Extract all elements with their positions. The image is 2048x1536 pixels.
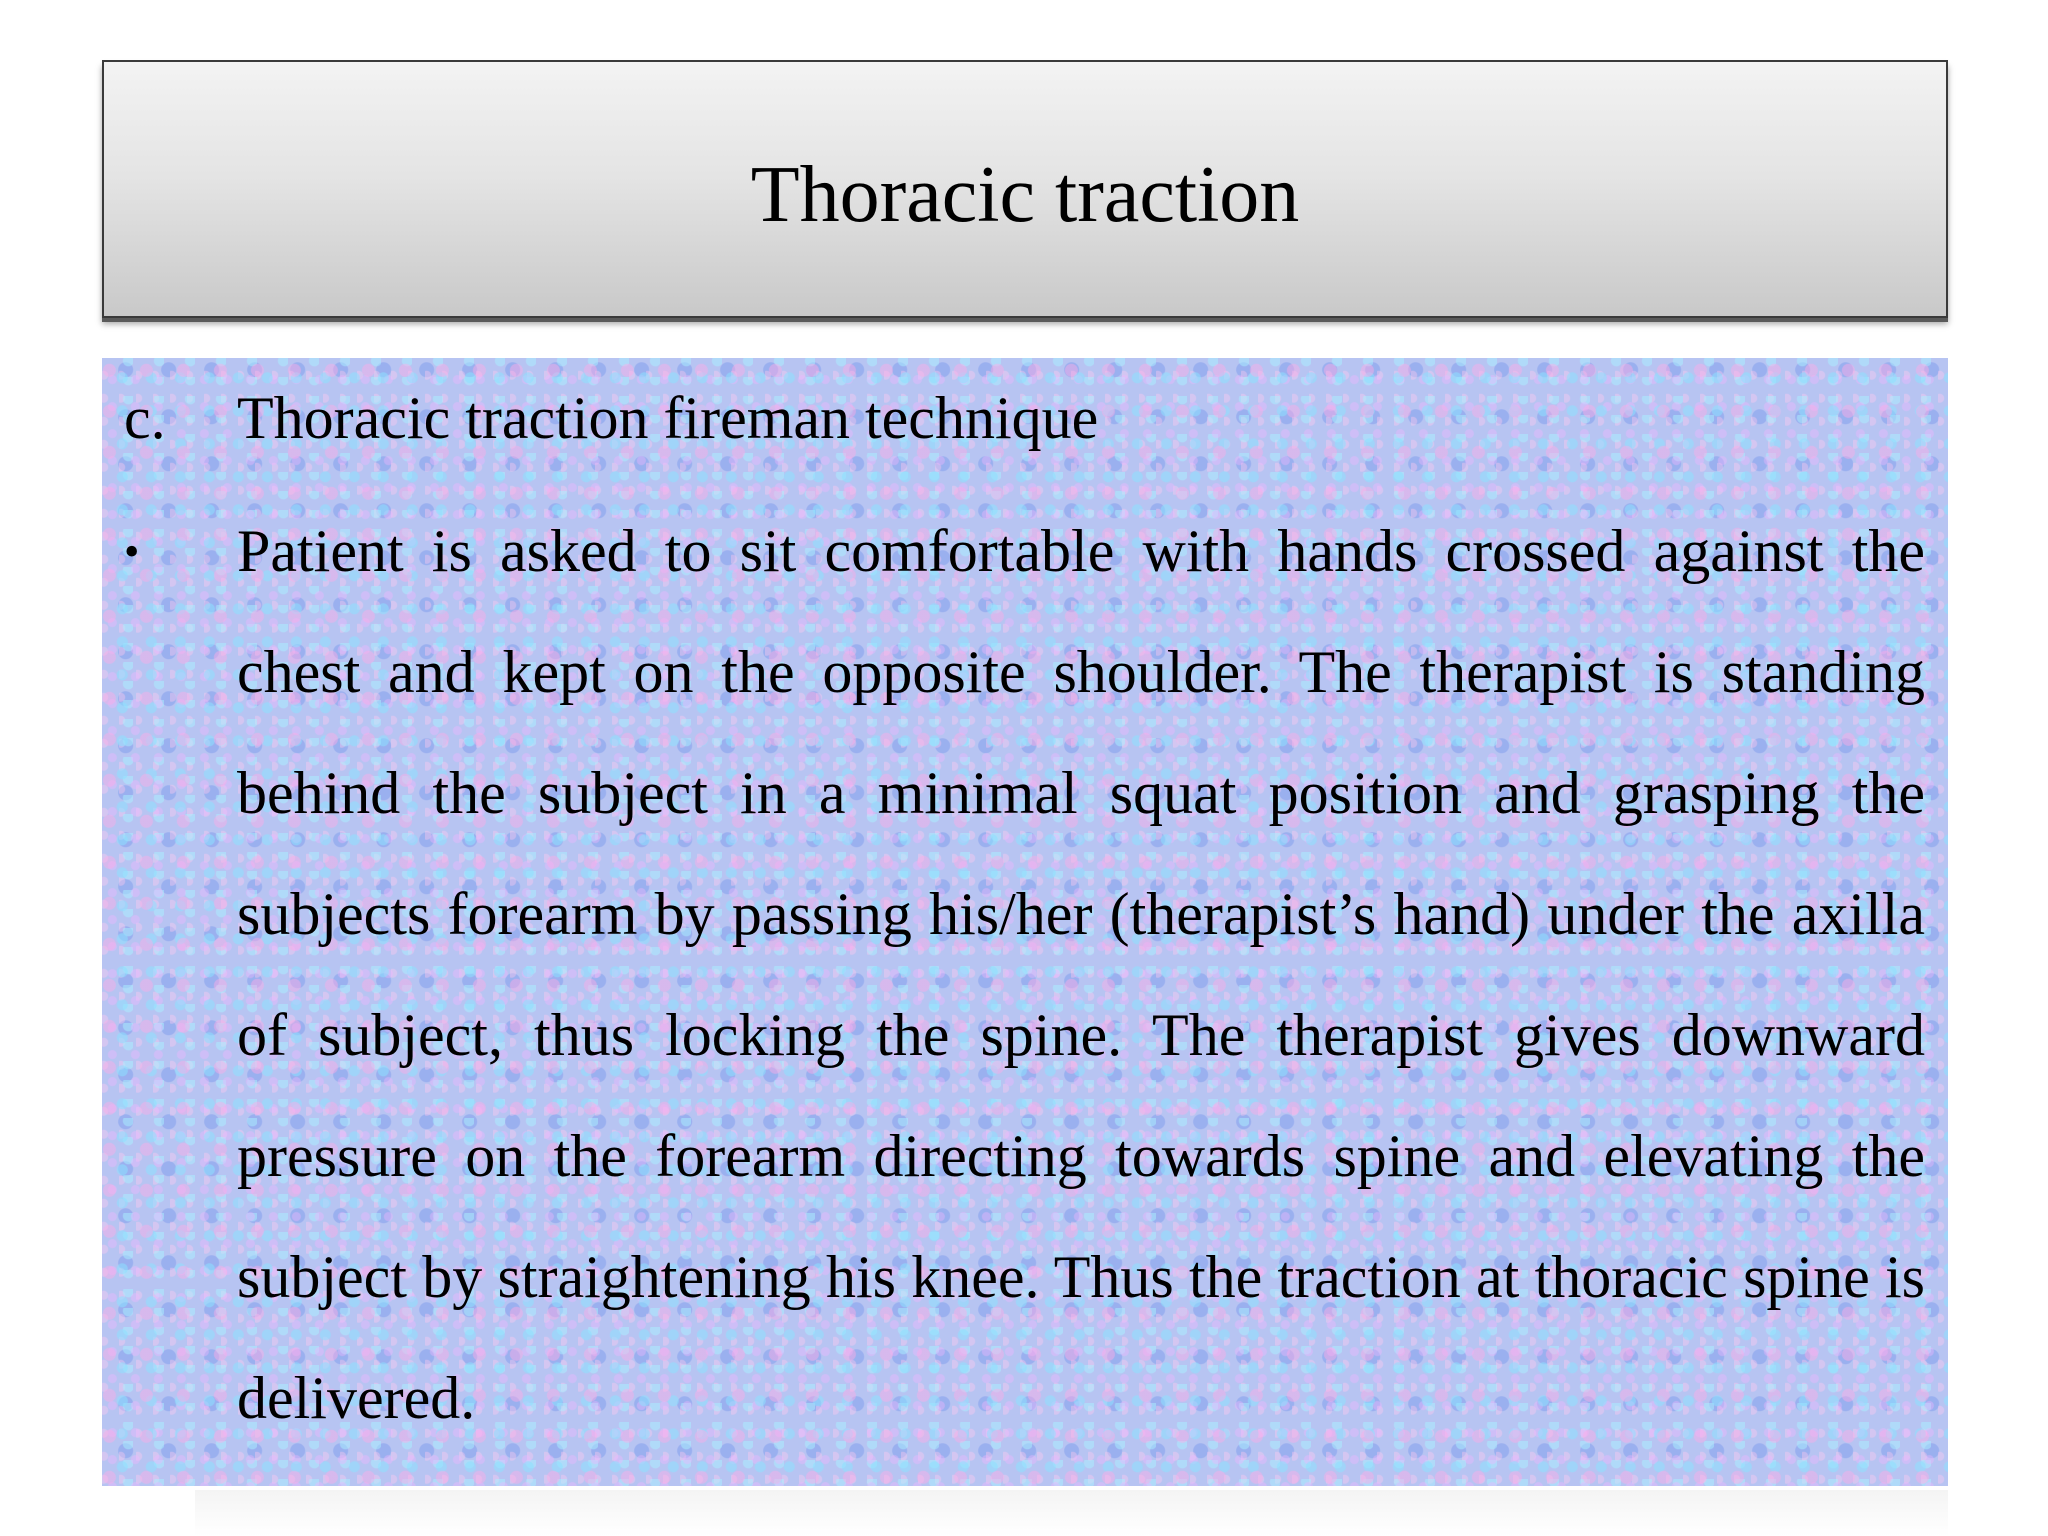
list-marker: c.	[124, 385, 166, 451]
list-item-text: Patient is asked to sit comfortable with hands crossed against the chest and kept on the opposite shoulder. The therapist is standing behind the subject in a minimal squat position and grasping the subjects forearm by passing his/her (therapist’s hand) under the axilla of subject, thus locking the spine. The therapist gives downward pressure on the forearm directing towards spine and elevating the subject by straightening his knee. Thus the traction at thoracic spine is delivered.	[237, 518, 1925, 1431]
list-item-text: Thoracic traction fireman technique	[237, 385, 1099, 451]
bottom-shadow-strip	[195, 1490, 1948, 1536]
slide-title-box	[102, 60, 1948, 318]
slide-title: Thoracic traction	[750, 151, 1300, 239]
slide-content-box	[102, 358, 1948, 1486]
bullet-icon: •	[124, 527, 140, 576]
